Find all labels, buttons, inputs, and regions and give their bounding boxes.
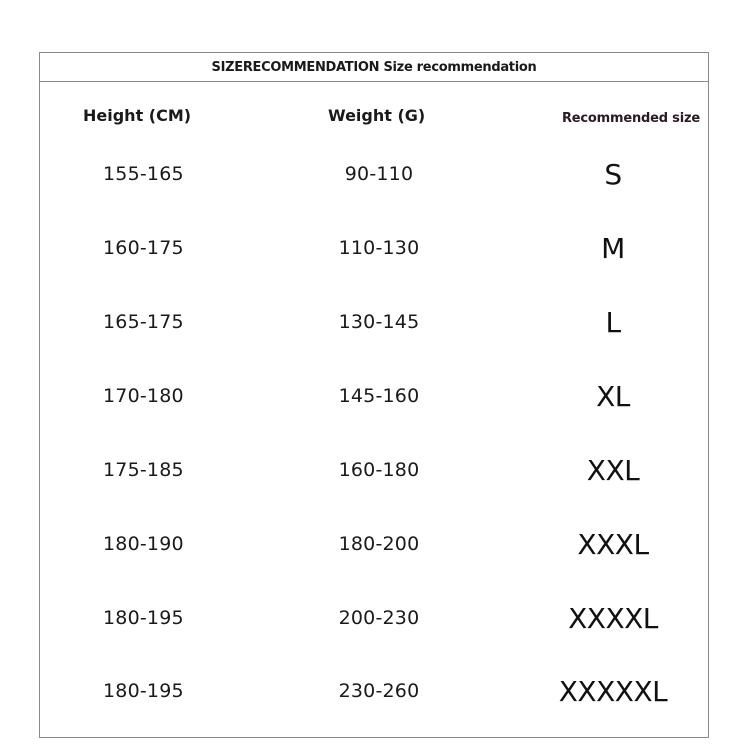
size-cell: XL	[596, 379, 630, 413]
weight-cell: 110-130	[338, 237, 420, 259]
size-cell: M	[601, 231, 625, 265]
weight-cell: 160-180	[338, 459, 420, 481]
size-cell: XXXL	[577, 527, 649, 561]
header-recommended-size: Recommended size	[562, 111, 700, 126]
height-cell: 175-185	[103, 459, 184, 481]
table-row	[0, 154, 750, 194]
header-weight: Weight (G)	[328, 106, 426, 125]
weight-cell: 180-200	[338, 533, 420, 555]
height-cell: 180-195	[103, 680, 184, 702]
height-cell: 160-175	[103, 237, 184, 259]
height-cell: 170-180	[103, 385, 184, 407]
table-row	[0, 598, 750, 638]
height-cell: 180-190	[103, 533, 184, 555]
weight-cell: 145-160	[338, 385, 420, 407]
size-cell: XXXXL	[568, 601, 658, 635]
size-cell: XXXXXL	[558, 674, 668, 708]
table-row	[0, 376, 750, 416]
size-cell: XXL	[586, 453, 640, 487]
weight-cell: 200-230	[338, 607, 420, 629]
table-row	[0, 524, 750, 564]
weight-cell: 230-260	[338, 680, 420, 702]
table-row	[0, 302, 750, 342]
height-cell: 180-195	[103, 607, 184, 629]
size-cell: L	[605, 305, 621, 339]
height-cell: 165-175	[103, 311, 184, 333]
chart-title: SIZERECOMMENDATION Size recommendation	[40, 53, 708, 82]
table-row	[0, 671, 750, 711]
size-cell: S	[604, 157, 622, 191]
table-row	[0, 228, 750, 268]
table-row	[0, 450, 750, 490]
header-height: Height (CM)	[83, 106, 192, 125]
height-cell: 155-165	[103, 163, 184, 185]
weight-cell: 90-110	[344, 163, 414, 185]
weight-cell: 130-145	[338, 311, 420, 333]
